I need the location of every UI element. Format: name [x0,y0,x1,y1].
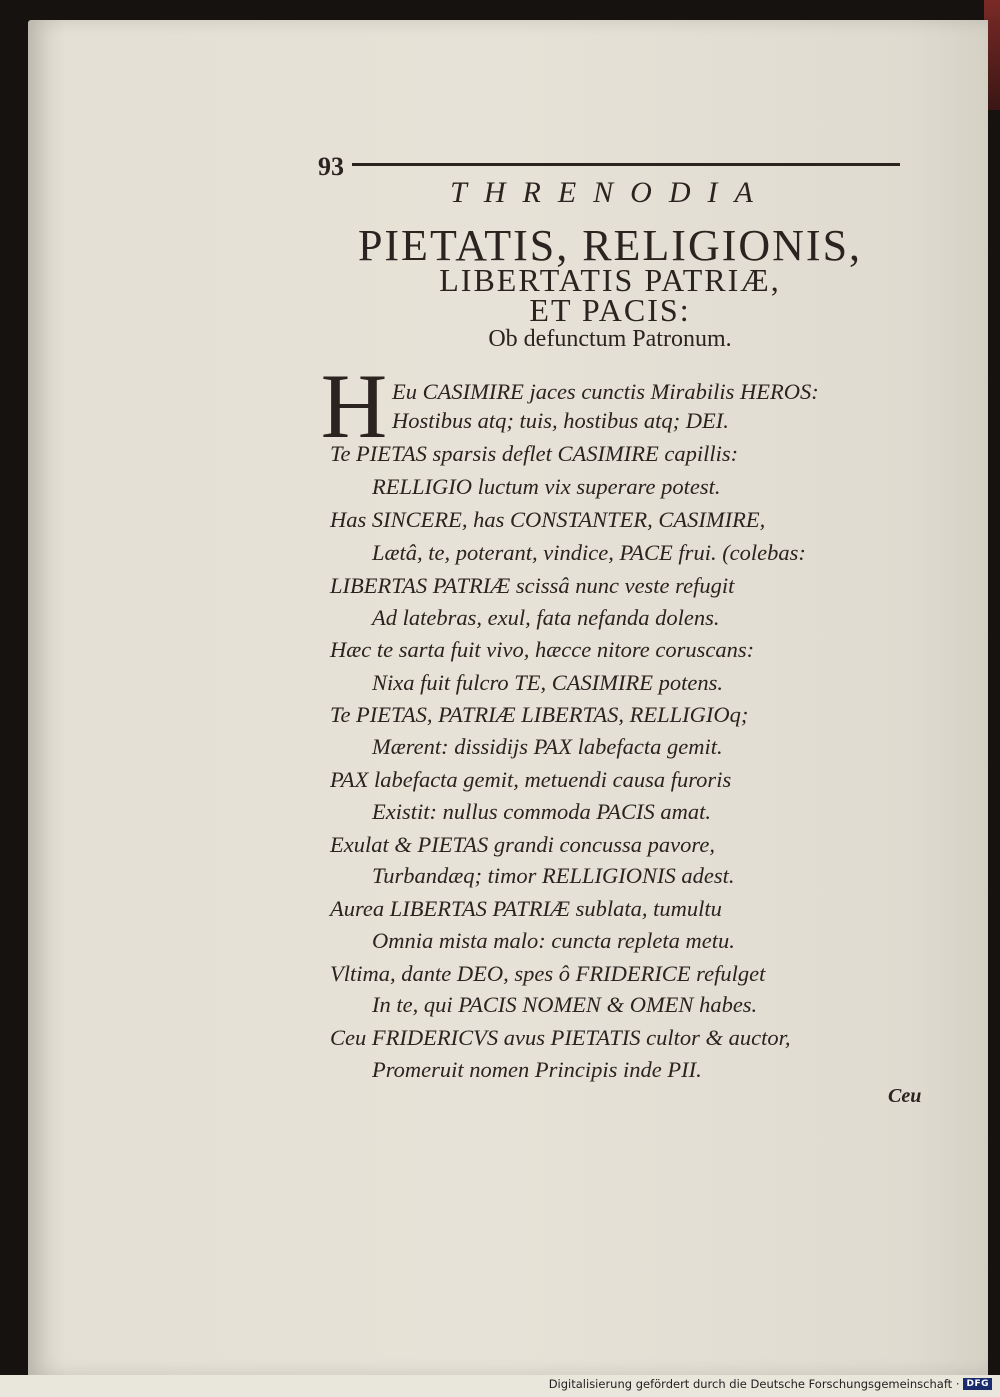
header-rule [352,163,900,166]
poem-line-9: Hæc te sarta fuit vivo, hæcce nitore coruscans: [330,637,755,662]
title-libertatis: LIBERTATIS PATRIÆ, [439,262,781,298]
poem-line-13: PAX labefacta gemit, metuendi causa furoris [330,767,732,792]
poem-line-4: RELLIGIO luctum vix superare potest. [372,474,721,499]
poem-line-1: Eu CASIMIRE jaces cunctis Mirabilis HEROS: [392,379,819,404]
drop-cap: H [320,355,388,457]
poem-line-16: Turbandæq; timor RELLIGIONIS adest. [372,863,735,888]
poem-line-18: Omnia mista malo: cuncta repleta metu. [372,928,735,953]
poem-line-5: Has SINCERE, has CONSTANTER, CASIMIRE, [330,507,766,532]
poem-line-21: Ceu FRIDERICVS avus PIETATIS cultor & auctor, [330,1025,791,1050]
title-pacis: ET PACIS: [529,292,691,328]
page-number: 93 [318,152,344,181]
poem-line-11: Te PIETAS, PATRIÆ LIBERTAS, RELLIGIOq; [330,702,749,727]
poem-line-2: Hostibus atq; tuis, hostibus atq; DEI. [392,408,729,433]
poem-line-7: LIBERTAS PATRIÆ scissâ nunc veste refugit [330,573,735,598]
poem-line-12: Mærent: dissidijs PAX labefacta gemit. [372,734,723,759]
poem-line-6: Lætâ, te, poterant, vindice, PACE frui. (colebas: [372,540,806,565]
poem-line-3: Te PIETAS sparsis deflet CASIMIRE capillis: [330,441,739,466]
poem-line-10: Nixa fuit fulcro TE, CASIMIRE potens. [372,670,724,695]
poem-line-20: In te, qui PACIS NOMEN & OMEN habes. [372,992,758,1017]
dfg-logo-icon: DFG [963,1378,992,1390]
poem-line-17: Aurea LIBERTAS PATRIÆ sublata, tumultu [330,896,722,921]
poem-line-22: Promeruit nomen Principis inde PII. [372,1057,702,1082]
poem-line-8: Ad latebras, exul, fata nefanda dolens. [372,605,720,630]
catchword: Ceu [888,1085,922,1107]
poem-line-14: Existit: nullus commoda PACIS amat. [372,799,711,824]
poem-line-15: Exulat & PIETAS grandi concussa pavore, [330,832,715,857]
footer-credit [549,1377,992,1391]
subtitle: Ob defunctum Patronum. [488,326,732,352]
title-pietatis: PIETATIS, RELIGIONIS, [357,221,863,270]
footer-credit-text: Digitalisierung gefördert durch die Deutsche Forschungsgemeinschaft · [548,1377,960,1391]
title-threnodia: THRENODIA [450,176,770,209]
poem-line-19: Vltima, dante DEO, spes ô FRIDERICE refulget [330,961,766,986]
